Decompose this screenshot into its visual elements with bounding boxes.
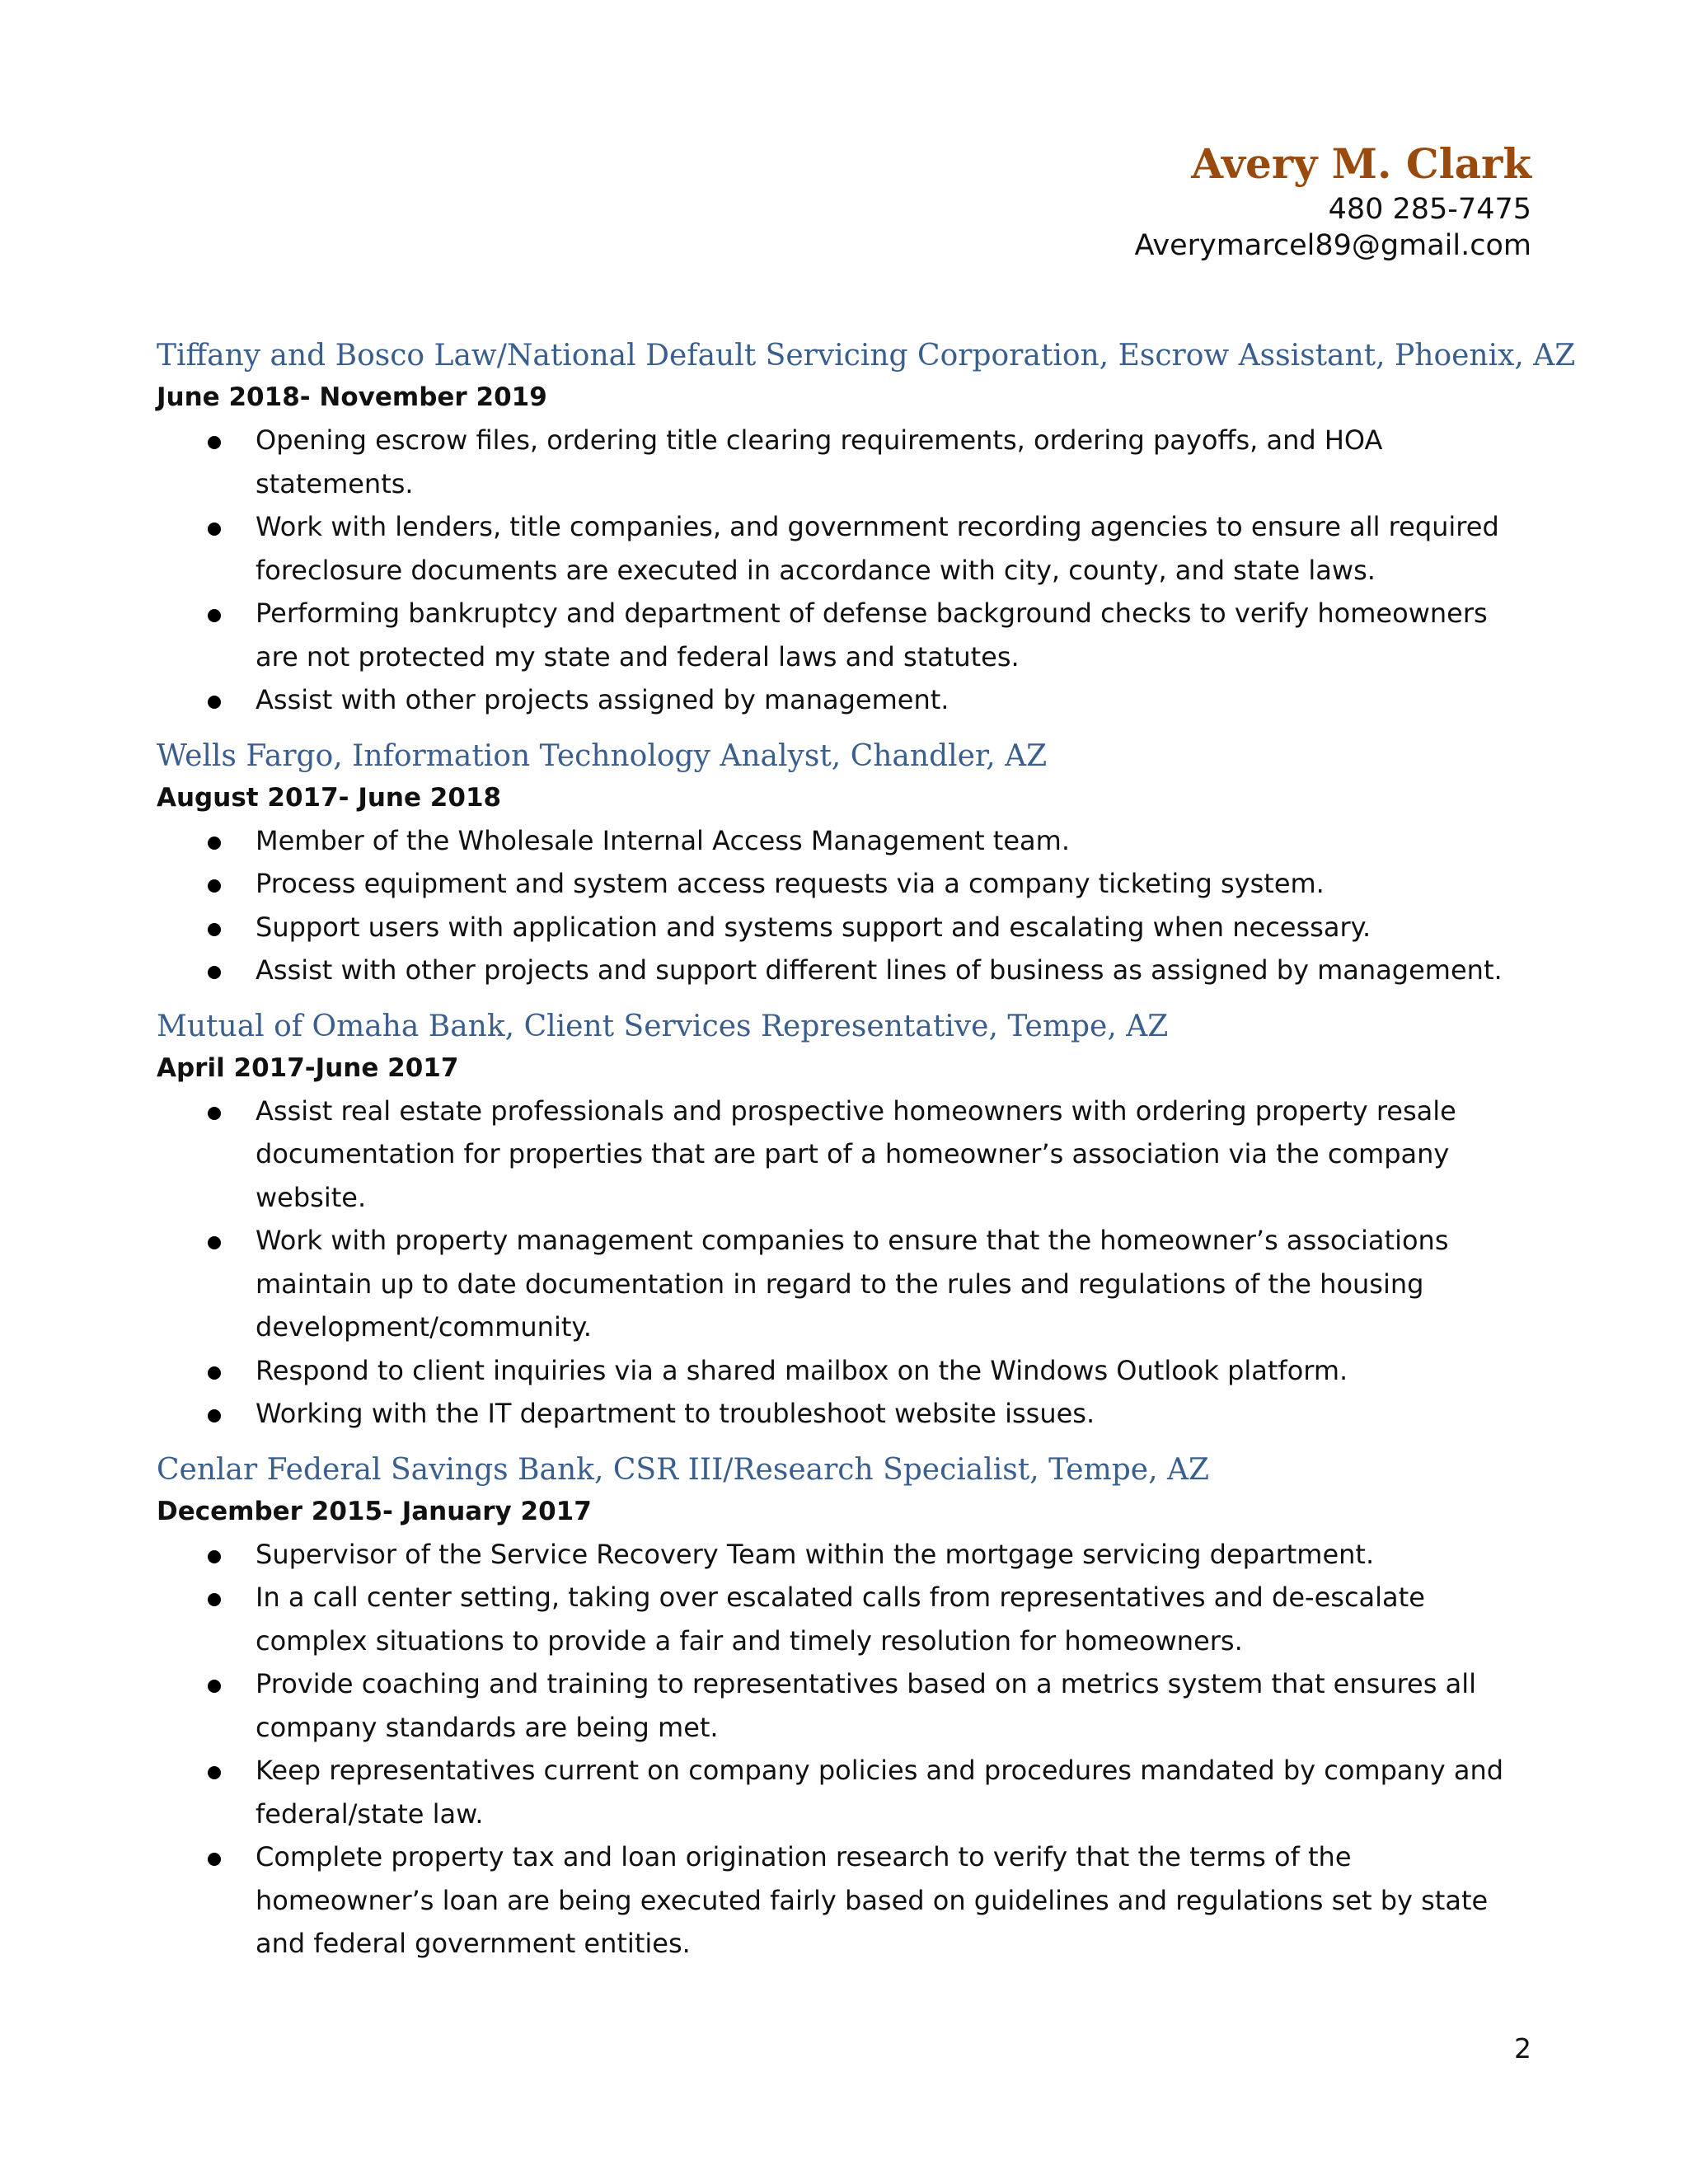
job-entry — [157, 333, 1576, 722]
job-dates: December 2015- January 2017 — [157, 1496, 592, 1526]
job-title: Tiffany and Bosco Law/National Default Servicing Corporation, Escrow Assistant, Phoenix, AZ — [157, 339, 1576, 373]
job-bullet — [157, 1533, 1541, 1577]
experience-section — [157, 333, 1576, 1977]
bullet-dot-icon — [208, 1680, 221, 1693]
bullet-dot-icon — [208, 1766, 221, 1779]
job-bullet-list — [157, 819, 1541, 992]
job-bullet — [157, 906, 1541, 949]
job-bullet-text: Respond to client inquiries via a shared mailbox on the Windows Outlook platform. — [256, 1354, 1348, 1386]
job-bullet — [157, 1219, 1541, 1349]
job-bullet-text: Support users with application and systems support and escalating when necessary. — [256, 911, 1372, 943]
job-bullet — [157, 592, 1541, 678]
email-address: Averymarcel89@gmail.com — [1134, 229, 1531, 262]
job-bullet-list — [157, 419, 1541, 722]
job-bullet — [157, 1392, 1541, 1436]
job-bullet — [157, 678, 1541, 722]
bullet-dot-icon — [208, 436, 221, 449]
job-bullet-text: Work with lenders, title companies, and government recording agencies to ensure all required foreclosure documents are executed in accordance with city, county, and state laws. — [256, 511, 1499, 586]
bullet-dot-icon — [208, 696, 221, 709]
job-bullet-text: Keep representatives current on company policies and procedures mandated by company and federal/state law. — [256, 1755, 1504, 1830]
resume-header — [1134, 137, 1531, 264]
job-bullet-list — [157, 1090, 1541, 1436]
job-entry — [157, 1447, 1541, 1966]
bullet-dot-icon — [208, 609, 221, 622]
job-bullet-text: Process equipment and system access requests via a company ticketing system. — [256, 868, 1325, 899]
bullet-dot-icon — [208, 1236, 221, 1249]
job-bullet — [157, 1349, 1541, 1393]
job-bullet — [157, 862, 1541, 906]
job-bullet-text: Assist with other projects and support different lines of business as assigned by management. — [256, 954, 1503, 986]
bullet-dot-icon — [208, 879, 221, 893]
job-dates: August 2017- June 2018 — [157, 782, 502, 813]
job-bullet — [157, 1835, 1541, 1966]
job-bullet-text: Complete property tax and loan origination research to verify that the terms of the homeowner’s loan are being executed fairly based on guidelines and regulations set by state and federal government entities. — [256, 1841, 1489, 1959]
bullet-dot-icon — [208, 1853, 221, 1866]
phone-number: 480 285-7475 — [1328, 193, 1531, 226]
job-bullet — [157, 949, 1541, 992]
job-entry — [157, 733, 1541, 992]
bullet-dot-icon — [208, 1593, 221, 1606]
bullet-dot-icon — [208, 1409, 221, 1422]
job-bullet-text: Working with the IT department to troubleshoot website issues. — [256, 1398, 1095, 1429]
job-bullet-text: Performing bankruptcy and department of defense background checks to verify homeowners are not protected my state and federal laws and statutes. — [256, 598, 1488, 673]
job-bullet — [157, 1576, 1541, 1662]
job-title: Cenlar Federal Savings Bank, CSR III/Research Specialist, Tempe, AZ — [157, 1452, 1209, 1487]
bullet-dot-icon — [208, 523, 221, 536]
job-dates: June 2018- November 2019 — [157, 382, 547, 412]
job-title: Mutual of Omaha Bank, Client Services Representative, Tempe, AZ — [157, 1009, 1169, 1043]
job-bullet — [157, 1749, 1541, 1835]
job-bullet — [157, 505, 1541, 592]
job-bullet-text: Assist with other projects assigned by management. — [256, 684, 950, 715]
bullet-dot-icon — [208, 966, 221, 979]
job-bullet-text: Assist real estate professionals and prospective homeowners with ordering property resale documentation for properties that are part of a homeowner’s association via the company website. — [256, 1094, 1456, 1213]
job-bullet-list — [157, 1533, 1541, 1966]
job-dates: April 2017-June 2017 — [157, 1052, 459, 1083]
job-bullet — [157, 1662, 1541, 1749]
job-bullet-text: Opening escrow files, ordering title clearing requirements, ordering payoffs, and HOA statements. — [256, 424, 1383, 499]
job-bullet — [157, 419, 1541, 505]
bullet-dot-icon — [208, 837, 221, 850]
job-bullet-text: Work with property management companies to ensure that the homeowner’s associations maintain up to date documentation in regard to the rules and regulations of the housing development/community. — [256, 1225, 1449, 1343]
job-bullet-text: In a call center setting, taking over escalated calls from representatives and de-escalate complex situations to provide a fair and timely resolution for homeowners. — [256, 1582, 1425, 1657]
job-bullet-text: Member of the Wholesale Internal Access Management team. — [256, 824, 1070, 856]
bullet-dot-icon — [208, 923, 221, 936]
bullet-dot-icon — [208, 1107, 221, 1120]
job-bullet-text: Provide coaching and training to representatives based on a metrics system that ensures all company standards are being met. — [256, 1668, 1476, 1743]
job-bullet — [157, 819, 1541, 863]
job-title: Wells Fargo, Information Technology Analyst, Chandler, AZ — [157, 738, 1048, 773]
candidate-name: Avery M. Clark — [1191, 139, 1531, 188]
job-entry — [157, 1004, 1541, 1436]
job-bullet — [157, 1090, 1541, 1220]
job-bullet-text: Supervisor of the Service Recovery Team within the mortgage servicing department. — [256, 1538, 1375, 1570]
bullet-dot-icon — [208, 1366, 221, 1380]
bullet-dot-icon — [208, 1550, 221, 1563]
page-number: 2 — [1514, 2032, 1531, 2064]
